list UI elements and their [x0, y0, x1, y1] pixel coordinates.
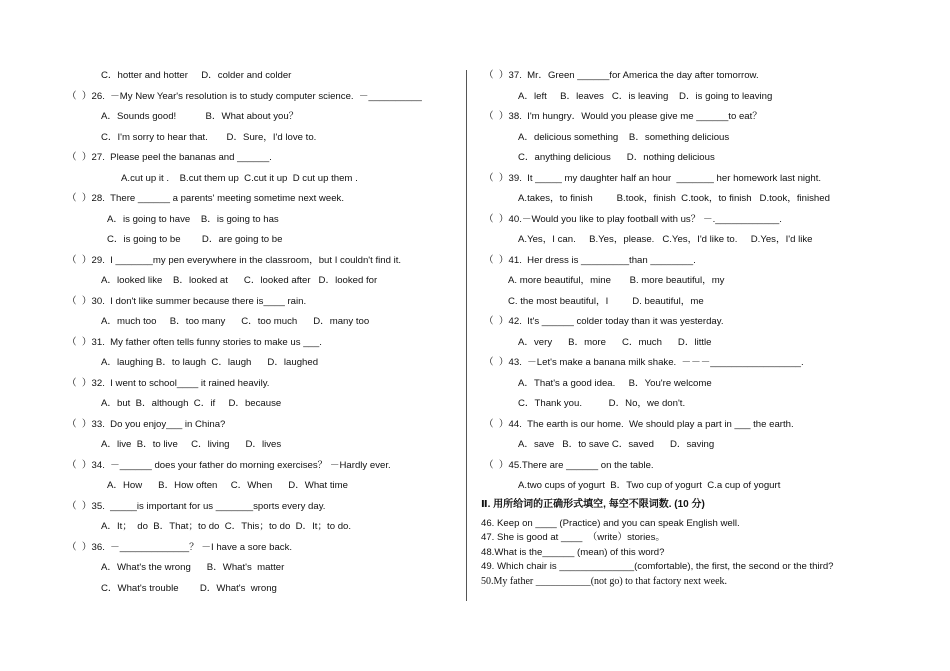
question-38: （ ）38. I'm hungry．Would you please give me ______to eat？ [484, 111, 762, 122]
column-divider [466, 70, 467, 601]
question-46: 46. Keep on ____ (Practice) and you can speak English well. [481, 518, 740, 529]
question-27: （ ）27. Please peel the bananas and ______. [67, 152, 272, 163]
q45-options: A.two cups of yogurt B．Two cup of yogurt C.a cup of yogurt [518, 480, 781, 491]
q43-options-ab: A．That's a good idea. B．You're welcome [518, 378, 712, 389]
q41-options-cd: C. the most beautiful，I D. beautiful，me [508, 296, 704, 307]
question-48: 48.What is the______ (mean) of this word? [481, 547, 665, 558]
q37-options: A．left B．leaves C．is leaving D．is going to leaving [518, 91, 773, 102]
q34-options: A．How B．How often C．When D．What time [107, 480, 348, 491]
q33-options: A．live B．to live C．living D．lives [101, 439, 282, 450]
q26-options-ab: A．Sounds good! B．What about you？ [101, 111, 299, 122]
q30-options: A．much too B．too many C．too much D．many too [101, 316, 370, 327]
q43-options-cd: C．Thank you. D．No，we don't. [518, 398, 686, 409]
question-33: （ ）33. Do you enjoy___ in China? [67, 419, 226, 430]
q25-options-cd: C．hotter and hotter D．colder and colder [101, 70, 292, 81]
q39-options: A.takes，to finish B.took，finish C.took，to finish D.took，finished [518, 193, 830, 204]
q29-options: A．looked like B．looked at C．looked after D．looked for [101, 275, 378, 286]
question-34: （ ）34. －______ does your father do morning exercises？ －Hardly ever. [67, 460, 391, 471]
question-44: （ ）44. The earth is our home. We should play a part in ___ the earth. [484, 419, 794, 430]
q40-options: A.Yes，I can. B.Yes，please. C.Yes，I'd like to. D.Yes，I'd like [518, 234, 813, 245]
question-45: （ ）45.There are ______ on the table. [484, 460, 654, 471]
question-37: （ ）37. Mr．Green ______for America the day after tomorrow. [484, 70, 759, 81]
question-28: （ ）28. There ______ a parents' meeting sometime next week. [67, 193, 344, 204]
question-35: （ ）35. _____is important for us _______sports every day. [67, 501, 326, 512]
question-47: 47. She is good at ____ （write）stories。 [481, 532, 665, 543]
question-32: （ ）32. I went to school____ it rained heavily. [67, 378, 270, 389]
question-49: 49. Which chair is ______________(comfortable), the first, the second or the third? [481, 561, 834, 572]
q28-options-ab: A．is going to have B．is going to has [107, 214, 279, 225]
question-42: （ ）42. It's ______ colder today than it was yesterday. [484, 316, 724, 327]
section-2-heading: Ⅱ. 用所给词的正确形式填空, 每空不限词数. (10 分) [481, 499, 705, 510]
question-26: （ ）26. －My New Year's resolution is to study computer science. －__________ [67, 91, 422, 102]
q28-options-cd: C．is going to be D．are going to be [107, 234, 283, 245]
q26-options-cd: C．I'm sorry to hear that. D．Sure，I'd love to. [101, 132, 317, 143]
q38-options-cd: C．anything delicious D．nothing delicious [518, 152, 715, 163]
q27-options: A.cut up it . B.cut them up C.cut it up D cut up them . [121, 173, 358, 184]
q35-options: A．It； do B．That；to do C．This；to do D．It；to do. [101, 521, 352, 532]
question-43: （ ）43. －Let's make a banana milk shake. －－－_________________. [484, 357, 804, 368]
q31-options: A．laughing B．to laugh C．laugh D．laughed [101, 357, 319, 368]
question-40: （ ）40.－Would you like to play football with us？ －.____________. [484, 214, 782, 225]
q41-options-ab: A. more beautiful，mine B. more beautiful，my [508, 275, 725, 286]
q32-options: A．but B．although C．if D．because [101, 398, 282, 409]
question-39: （ ）39. It _____ my daughter half an hour _______ her homework last night. [484, 173, 822, 184]
question-29: （ ）29. I _______my pen everywhere in the classroom，but I couldn't find it. [67, 255, 402, 266]
q36-options-ab: A．What's the wrong B．What's matter [101, 562, 285, 573]
question-31: （ ）31. My father often tells funny stories to make us ___. [67, 337, 322, 348]
q38-options-ab: A．delicious something B．something delicious [518, 132, 730, 143]
question-36: （ ）36. －_____________？ －I have a sore back. [67, 542, 293, 553]
question-50: 50.My father ___________(not go) to that factory next week. [481, 576, 728, 587]
q44-options: A．save B．to save C．saved D．saving [518, 439, 715, 450]
question-41: （ ）41. Her dress is _________than ________. [484, 255, 696, 266]
q36-options-cd: C．What's trouble D．What's wrong [101, 583, 277, 594]
q42-options: A．very B．more C．much D．little [518, 337, 712, 348]
question-30: （ ）30. I don't like summer because there is____ rain. [67, 296, 307, 307]
